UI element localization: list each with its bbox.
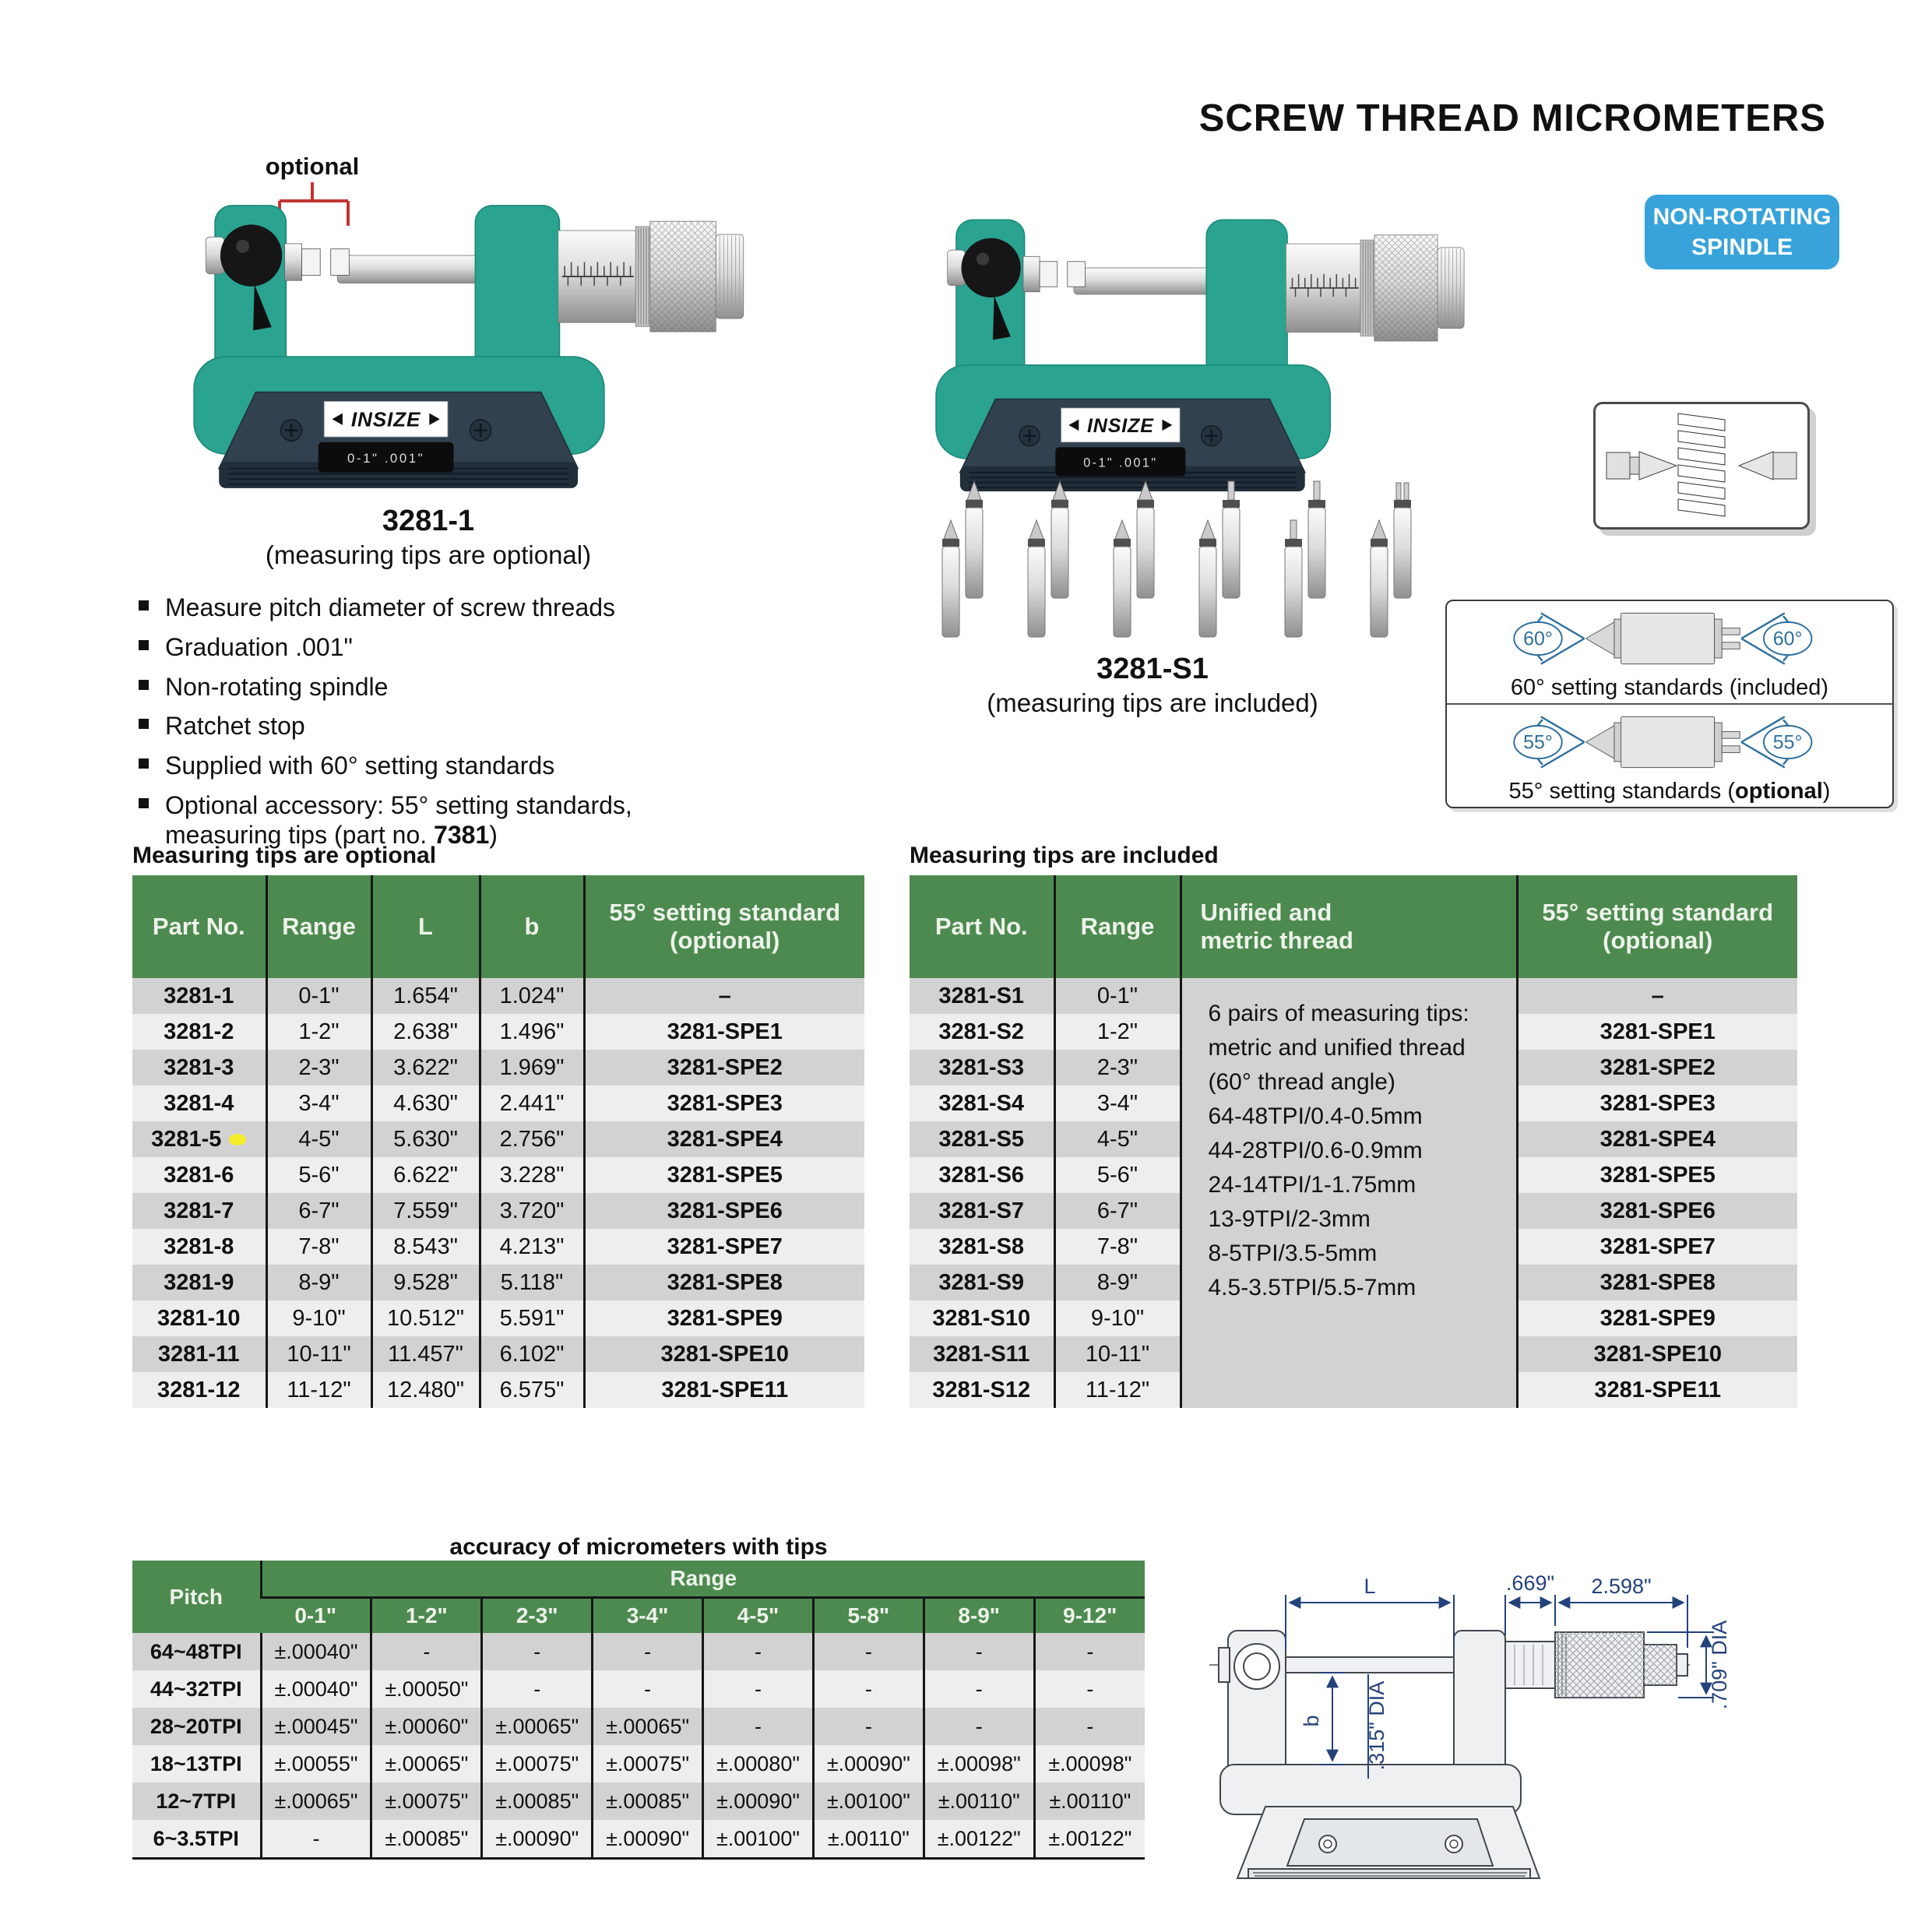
cell-part-no: 3281-S11 [910,1336,1054,1372]
cell-accuracy: ±.00065" [593,1708,703,1745]
feature-item [137,751,869,781]
cell-L: 5.630" [371,1121,480,1157]
cell-accuracy: - [371,1633,482,1670]
col-header-part-no: Part No. [910,875,1054,978]
cell-spe: 3281-SPE1 [584,1014,864,1050]
table-row [910,978,1797,1014]
cell-accuracy: - [924,1670,1034,1708]
feature-item [137,633,869,663]
cell-range: 4-5" [1054,1121,1181,1157]
cell-part-no: 3281-S5 [910,1121,1054,1157]
product-name: 3281-1 [382,505,475,537]
cell-b: 3.228" [480,1157,584,1193]
col-header-b: b [480,875,584,978]
cell-range: 1-2" [266,1014,371,1050]
cell-accuracy: ±.00100" [703,1820,814,1859]
col-header-range: Range [266,875,371,978]
cell-accuracy: ±.00090" [593,1820,703,1859]
cell-accuracy: ±.00075" [371,1782,482,1820]
cell-b: 6.575" [480,1372,584,1408]
cell-L: 6.622" [371,1157,480,1193]
cell-pitch: 6~3.5TPI [132,1820,261,1859]
table-row [132,1121,864,1157]
cell-accuracy: ±.00050" [371,1670,482,1708]
feature-part-no: 7381 [434,820,490,849]
cell-pitch: 18~13TPI [132,1745,261,1782]
cell-part-no: 3281-1 [132,978,266,1014]
micrometer-photo-3281-1 [156,167,748,496]
table-row [132,1336,864,1372]
cell-accuracy: ±.00040" [261,1633,371,1670]
thread-measurement-diagram [1593,402,1810,530]
angle-label-left: 55° [1523,731,1553,754]
cell-spe: 3281-SPE2 [1517,1050,1797,1086]
cell-part-no: 3281-8 [132,1229,266,1265]
cell-spe: – [1517,978,1797,1014]
cell-spe: 3281-SPE9 [1517,1300,1797,1336]
badge-line1: NON-ROTATING [1652,204,1832,230]
col-header-pitch: Pitch [132,1561,261,1633]
cell-accuracy: ±.00055" [261,1745,371,1782]
cell-accuracy: ±.00085" [371,1820,482,1859]
cell-part-no: 3281-2 [132,1014,266,1050]
cell-accuracy: ±.00085" [482,1782,593,1820]
product-note: (measuring tips are included) [987,688,1318,717]
cell-accuracy: - [1034,1670,1145,1708]
thread-info-line: 24-14TPI/1-1.75mm [1208,1172,1416,1198]
col-header-range: 0-1" [261,1598,371,1634]
cell-accuracy: ±.00110" [1034,1782,1145,1820]
standard-60-icon [1459,601,1880,676]
feature-list [137,593,869,860]
cell-range: 8-9" [266,1265,371,1300]
optional-tips-table [132,875,864,1408]
caption-text: 55° setting standards ( [1508,779,1736,804]
cell-spe: 3281-SPE11 [1517,1372,1797,1408]
cell-thread-info [1181,978,1517,1408]
col-header-range: 8-9" [924,1598,1034,1634]
table-row [132,1670,1145,1708]
table-row [132,1265,864,1300]
cell-range: 4-5" [266,1121,371,1157]
thread-info-line: 4.5-3.5TPI/5.5-7mm [1208,1275,1416,1300]
table-row [132,1300,864,1336]
table-row [132,1229,864,1265]
cell-b: 2.441" [480,1086,584,1121]
cell-accuracy: - [703,1633,814,1670]
col-header-range: 2-3" [482,1598,593,1634]
cell-range: 10-11" [1054,1336,1181,1372]
highlight-dot-icon [229,1134,246,1145]
feature-text: Non-rotating spindle [165,672,389,701]
cell-range: 7-8" [266,1229,371,1265]
cell-range: 1-2" [1054,1014,1181,1050]
included-tips-table [910,875,1797,1408]
cell-b: 1.969" [480,1050,584,1086]
cell-pitch: 28~20TPI [132,1708,261,1745]
cell-accuracy: ±.00065" [261,1782,371,1820]
cell-b: 1.024" [480,978,584,1014]
cell-range: 7-8" [1054,1229,1181,1265]
cell-spe: 3281-SPE6 [1517,1193,1797,1229]
feature-text: ) [489,820,498,849]
thread-info-line: 64-48TPI/0.4-0.5mm [1208,1103,1423,1129]
accuracy-table [132,1561,1145,1860]
col-header-spe: 55° setting standard (optional) [1517,875,1797,978]
feature-text: measuring tips (part no. [165,820,435,849]
cell-accuracy: - [924,1633,1034,1670]
thread-info-line: (60° thread angle) [1208,1069,1395,1095]
cell-spe: 3281-SPE5 [1517,1157,1797,1193]
cell-b: 5.118" [480,1265,584,1300]
cell-accuracy: - [813,1633,924,1670]
thread-info-line: 13-9TPI/2-3mm [1208,1206,1371,1232]
cell-b: 2.756" [480,1121,584,1157]
dim-L-label: L [1364,1575,1376,1598]
col-header-range: 1-2" [371,1598,482,1634]
measuring-tips-photo [919,475,1456,642]
standards-55-cell [1447,703,1892,807]
cell-spe: 3281-SPE8 [584,1265,864,1300]
cell-range: 5-6" [266,1157,371,1193]
cell-part-no: 3281-7 [132,1193,266,1229]
table-row [132,1820,1145,1859]
feature-item [137,791,869,850]
cell-b: 1.496" [480,1014,584,1050]
feature-text: Graduation .001" [165,632,353,661]
cell-part-no: 3281-3 [132,1050,266,1086]
cell-range: 2-3" [266,1050,371,1086]
table-row [132,1745,1145,1782]
included-table-label: Measuring tips are included [910,843,1219,868]
cell-b: 5.591" [480,1300,584,1336]
cell-L: 9.528" [371,1265,480,1300]
cell-range: 6-7" [266,1193,371,1229]
cell-L: 8.543" [371,1229,480,1265]
table-row [132,1633,1145,1670]
table-row [132,1193,864,1229]
feature-item [137,593,869,623]
cell-part-no: 3281-S7 [910,1193,1054,1229]
standard-55-caption [1447,779,1892,804]
caption-bold: optional [1735,779,1823,804]
cell-b: 6.102" [480,1336,584,1372]
cell-part-no: 3281-S12 [910,1372,1054,1408]
product-note: (measuring tips are optional) [265,540,592,569]
page-title: SCREW THREAD MICROMETERS [1198,97,1826,139]
cell-accuracy: ±.00060" [371,1708,482,1745]
cell-L: 2.638" [371,1014,480,1050]
cell-accuracy: - [593,1633,703,1670]
cell-spe: 3281-SPE4 [1517,1121,1797,1157]
cell-part-no: 3281-S6 [910,1157,1054,1193]
cell-part-no: 3281-6 [132,1157,266,1193]
cell-pitch: 64~48TPI [132,1633,261,1670]
cell-range: 5-6" [1054,1157,1181,1193]
cell-accuracy: ±.00075" [482,1745,593,1782]
cell-L: 4.630" [371,1086,480,1121]
cell-spe: 3281-SPE4 [584,1121,864,1157]
cell-accuracy: - [261,1820,371,1859]
optional-table-label: Measuring tips are optional [132,843,437,868]
cell-accuracy: ±.00098" [924,1745,1034,1782]
col-header-range: 9-12" [1034,1598,1145,1634]
cell-part-no: 3281-4 [132,1086,266,1121]
cell-spe: 3281-SPE8 [1517,1265,1797,1300]
cell-accuracy: ±.00085" [593,1782,703,1820]
feature-text: Measure pitch diameter of screw threads [165,593,616,621]
cell-accuracy: ±.00122" [924,1820,1034,1859]
cell-part-no: 3281-10 [132,1300,266,1336]
cell-accuracy: ±.00090" [813,1745,924,1782]
thread-info-line: metric and unified thread [1208,1035,1466,1061]
cell-part-no: 3281-S8 [910,1229,1054,1265]
dimension-drawing [1188,1548,1733,1883]
cell-spe: 3281-SPE10 [1517,1336,1797,1372]
cell-L: 7.559" [371,1193,480,1229]
cell-spe: 3281-SPE9 [584,1300,864,1336]
cell-part-no: 3281-S3 [910,1050,1054,1086]
cell-spe: 3281-SPE10 [584,1336,864,1372]
cell-part-no: 3281-S1 [910,978,1054,1014]
cell-accuracy: ±.00098" [1034,1745,1145,1782]
caption-text: ) [1822,779,1831,804]
cell-accuracy: ±.00110" [924,1782,1034,1820]
cell-accuracy: ±.00065" [371,1745,482,1782]
angle-label-right: 55° [1772,731,1803,754]
cell-b: 4.213" [480,1229,584,1265]
setting-standards-box [1445,600,1894,808]
cell-part-no: 3281-S10 [910,1300,1054,1336]
cell-spe: 3281-SPE3 [584,1086,864,1121]
cell-accuracy: ±.00122" [1034,1820,1145,1859]
cell-L: 3.622" [371,1050,480,1086]
product-name: 3281-S1 [1096,653,1209,685]
feature-item [137,673,869,702]
cell-part-no: 3281-9 [132,1265,266,1300]
table-header-row [132,875,864,978]
cell-accuracy: ±.00075" [593,1745,703,1782]
cell-accuracy: - [593,1670,703,1708]
cell-range: 8-9" [1054,1265,1181,1300]
cell-L: 10.512" [371,1300,480,1336]
col-header-range: 3-4" [593,1598,703,1634]
optional-tips-callout: optional [265,153,360,180]
dim-spindle-dia-label: .315" DIA [1365,1680,1388,1771]
cell-part-no: 3281-12 [132,1372,266,1408]
col-header-range-span: Range [261,1561,1145,1598]
micrometer-photo-3281-S1 [899,183,1468,499]
table-row [132,1014,864,1050]
cell-L: 11.457" [371,1336,480,1372]
cell-range: 6-7" [1054,1193,1181,1229]
cell-spe: 3281-SPE6 [584,1193,864,1229]
cell-spe: – [584,978,864,1014]
angle-label-left: 60° [1523,628,1553,650]
cell-accuracy: - [813,1670,924,1708]
cell-accuracy: ±.00065" [482,1708,593,1745]
cell-pitch: 12~7TPI [132,1782,261,1820]
table-row [132,1708,1145,1745]
cell-range: 3-4" [266,1086,371,1121]
cell-spe: 3281-SPE5 [584,1157,864,1193]
cell-spe: 3281-SPE1 [1517,1014,1797,1050]
cell-L: 1.654" [371,978,480,1014]
dim-sleeve-label: .669" [1505,1571,1555,1595]
screw-thread-icon [1600,407,1803,524]
table-subheader-row [132,1598,1145,1634]
table-row [132,978,864,1014]
cell-part-no: 3281-S4 [910,1086,1054,1121]
cell-b: 3.720" [480,1193,584,1229]
cell-accuracy: ±.00045" [261,1708,371,1745]
cell-accuracy: ±.00100" [813,1782,924,1820]
cell-accuracy: ±.00040" [261,1670,371,1708]
standards-60-cell [1447,601,1892,703]
cell-part-no: 3281-11 [132,1336,266,1372]
standard-55-icon [1459,705,1880,779]
cell-spe: 3281-SPE7 [584,1229,864,1265]
col-header-thread: Unified and metric thread [1181,875,1517,978]
cell-spe: 3281-SPE2 [584,1050,864,1086]
table-header-row [910,875,1797,978]
angle-label-right: 60° [1772,628,1803,650]
cell-accuracy: - [1034,1633,1145,1670]
table-row [132,1086,864,1121]
cell-accuracy: - [924,1708,1034,1745]
feature-text: Ratchet stop [165,712,305,741]
cell-range: 0-1" [266,978,371,1014]
col-header-L: L [371,875,480,978]
cell-range: 9-10" [1054,1300,1181,1336]
cell-accuracy: - [813,1708,924,1745]
cell-spe: 3281-SPE7 [1517,1229,1797,1265]
dim-thimble-label: 2.598" [1591,1575,1652,1598]
feature-item [137,712,869,741]
col-header-spe: 55° setting standard (optional) [584,875,864,978]
standard-60-caption: 60° setting standards (included) [1510,675,1829,700]
badge-line2: SPINDLE [1691,234,1793,260]
cell-range: 2-3" [1054,1050,1181,1086]
dim-b-label: b [1300,1715,1323,1727]
cell-accuracy: ±.00090" [703,1782,814,1820]
cell-range: 11-12" [266,1372,371,1408]
feature-text: Supplied with 60° setting standards [165,751,555,779]
cell-accuracy: ±.00090" [482,1820,593,1859]
dim-outer-dia-label: .709" DIA [1708,1620,1731,1710]
col-header-range: 4-5" [703,1598,814,1634]
table-row [132,1372,864,1408]
cell-spe: 3281-SPE3 [1517,1086,1797,1121]
thread-info-line: 44-28TPI/0.6-0.9mm [1208,1138,1423,1163]
cell-L: 12.480" [371,1372,480,1408]
cell-accuracy: ±.00080" [703,1745,814,1782]
col-header-range: 5-8" [813,1598,924,1634]
table-row [132,1050,864,1086]
col-header-range: Range [1054,875,1181,978]
cell-spe: 3281-SPE11 [584,1372,864,1408]
cell-range: 0-1" [1054,978,1181,1014]
cell-accuracy: - [703,1670,814,1708]
cell-accuracy: - [482,1670,593,1708]
cell-range: 9-10" [266,1300,371,1336]
table-header-row [132,1561,1145,1598]
table-row [132,1782,1145,1820]
cell-range: 11-12" [1054,1372,1181,1408]
cell-part-no: 3281-5 [132,1121,266,1157]
feature-text: Optional accessory: 55° setting standards, [165,790,632,819]
cell-pitch: 44~32TPI [132,1670,261,1708]
cell-range: 10-11" [266,1336,371,1372]
thread-info-line: 8-5TPI/3.5-5mm [1208,1240,1378,1266]
cell-accuracy: - [482,1633,593,1670]
cell-part-no: 3281-S2 [910,1014,1054,1050]
cell-part-no: 3281-S9 [910,1265,1054,1300]
cell-accuracy: - [703,1708,814,1745]
cell-range: 3-4" [1054,1086,1181,1121]
cell-accuracy: - [1034,1708,1145,1745]
non-rotating-spindle-badge [1645,195,1839,269]
col-header-part-no: Part No. [132,875,266,978]
thread-info-line: 6 pairs of measuring tips: [1208,1001,1469,1026]
accuracy-table-title: accuracy of micrometers with tips [449,1534,828,1560]
cell-accuracy: ±.00110" [813,1820,924,1859]
table-row [132,1157,864,1193]
